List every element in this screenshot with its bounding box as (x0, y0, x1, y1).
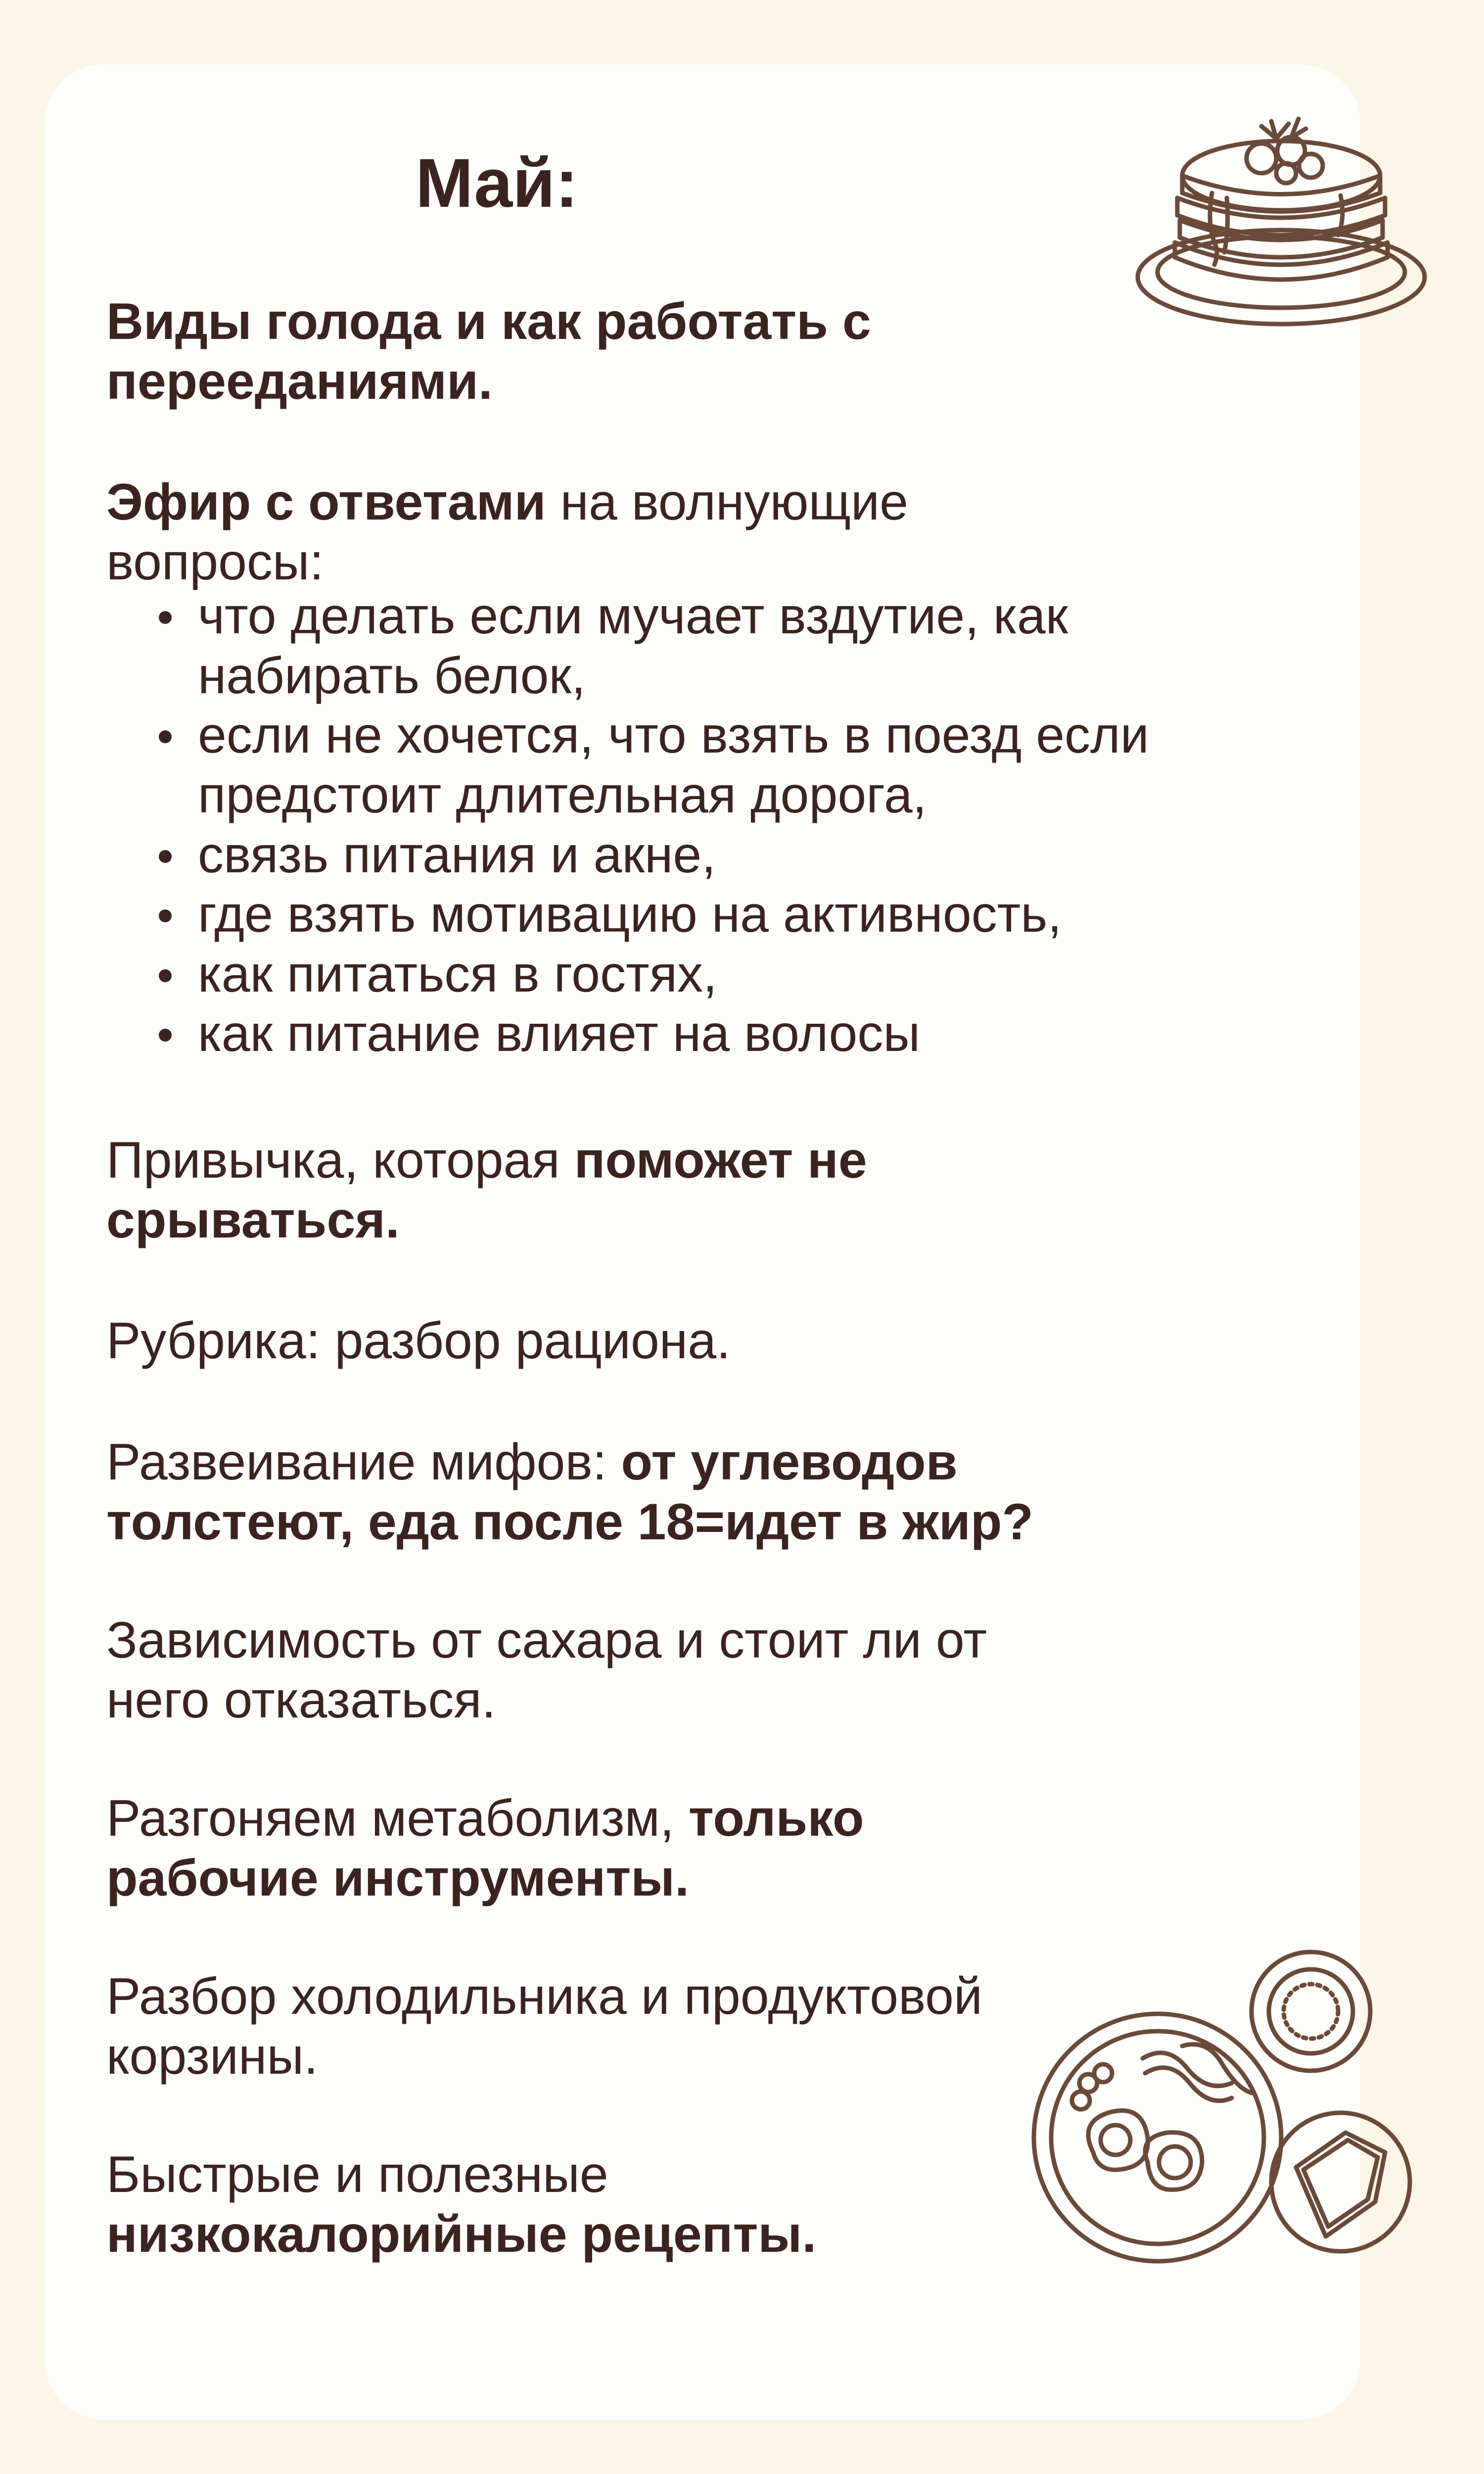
section-myths (106, 1432, 1120, 1552)
section-recipes-text: Быстрые и полезные (106, 2146, 608, 2203)
section-habit (106, 1131, 972, 1250)
list-item: связь питания и акне, (106, 825, 1219, 885)
pancake-stack-icon (1128, 94, 1435, 341)
section-live-bold: Эфир с ответами (106, 474, 546, 531)
section-myths-text: Развеивание мифов: (106, 1433, 621, 1491)
section-live-text: на волнующие вопросы: (106, 474, 908, 591)
section-fridge (106, 1967, 1096, 2086)
section-fridge-text: Разбор холодильника и продуктовой корзины. (106, 1968, 983, 2085)
section-live (106, 473, 997, 592)
section-habit-bold: поможет не срываться. (106, 1132, 867, 1249)
list-item: что делать если мучает вздутие, как набирать белок, (106, 586, 1219, 706)
section-recipes (106, 2145, 848, 2264)
section-habit-text: Привычка, которая (106, 1132, 574, 1189)
list-item: как питание влияет на волосы (106, 1004, 1219, 1064)
section-sugar-text: Зависимость от сахара и стоит ли от него отказаться. (106, 1612, 987, 1729)
section-myths-bold: от углеводов толстеют, еда после 18=идет в жир? (106, 1433, 1033, 1551)
list-item: если не хочется, что взять в поезд если предстоит длительная дорога, (106, 706, 1219, 825)
questions-list (106, 586, 1219, 1064)
section-hunger-bold: Виды голода и как работать с перееданиями. (106, 293, 871, 410)
section-metabolism (106, 1789, 1046, 1908)
breakfast-plates-icon (1019, 1945, 1425, 2271)
section-recipes-bold: низкокалорийные рецепты. (106, 2205, 817, 2263)
list-item: где взять мотивацию на активность, (106, 885, 1219, 945)
section-rubric-text: Рубрика: разбор рациона. (106, 1312, 731, 1370)
section-metabolism-bold: только рабочие инструменты. (106, 1790, 864, 1907)
section-hunger (106, 292, 947, 411)
section-sugar (106, 1611, 1071, 1730)
section-rubric (106, 1311, 1219, 1371)
section-metabolism-text: Разгоняем метаболизм, (106, 1790, 689, 1847)
page-title: Май: (416, 144, 578, 222)
list-item: как питаться в гостях, (106, 945, 1219, 1004)
